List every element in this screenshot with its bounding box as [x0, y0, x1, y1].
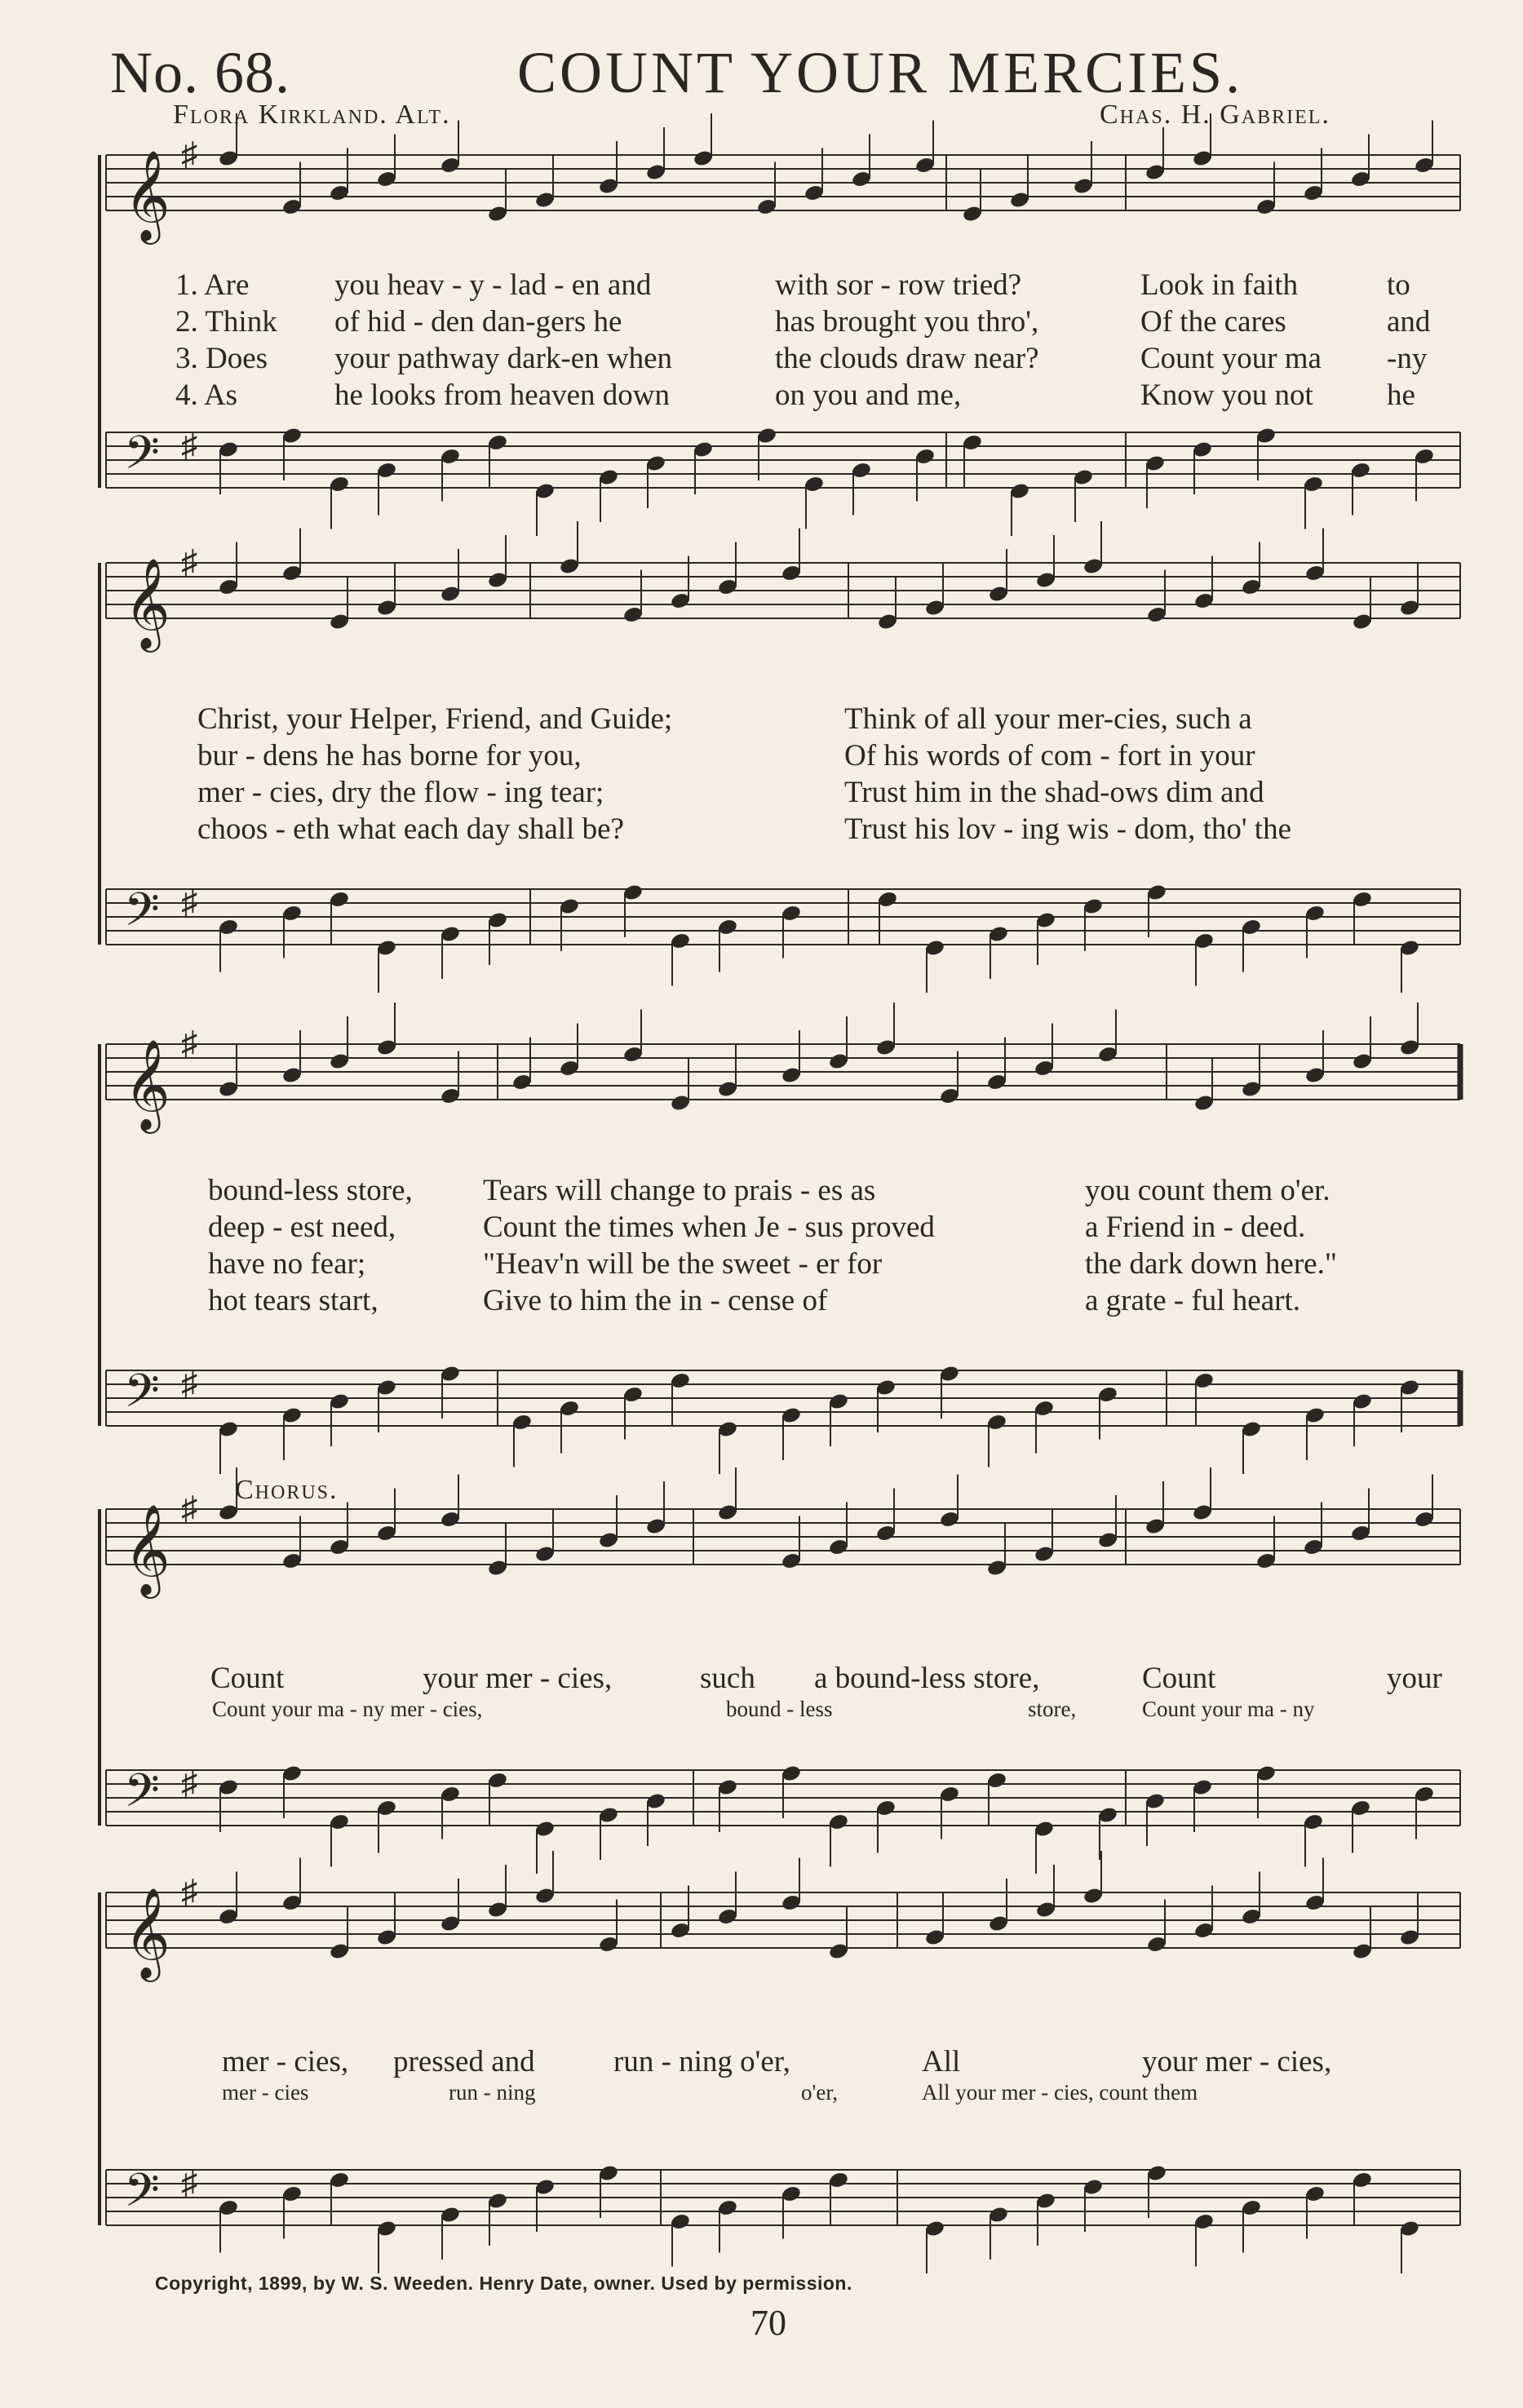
lyric-segment: your [1387, 1662, 1442, 1695]
svg-text:𝄞: 𝄞 [124, 1038, 170, 1130]
svg-text:♯: ♯ [181, 1024, 197, 1061]
svg-text:𝄢: 𝄢 [124, 2164, 160, 2229]
lyric-segment: has brought you thro', [775, 305, 1039, 339]
page-number: 70 [750, 2303, 786, 2343]
lyric-segment: your mer - cies, [1142, 2045, 1332, 2078]
copyright-notice: Copyright, 1899, by W. S. Weeden. Henry Date, owner. Used by permission. [155, 2273, 852, 2294]
svg-text:♯: ♯ [181, 135, 197, 172]
lyric-segment: Look in faith [1140, 268, 1299, 302]
music-system-5 [106, 1872, 1460, 2268]
lyric-segment: "Heav'n will be the sweet - er for [483, 1247, 883, 1281]
lyric-segment: -ny [1387, 342, 1428, 375]
svg-text:𝄢: 𝄢 [124, 427, 160, 491]
lyric-segment: Give to him the in - cense of [483, 1284, 828, 1317]
lyric-segment: your pathway dark-en when [334, 342, 673, 375]
staff-notation [106, 1872, 1460, 2268]
svg-text:𝄢: 𝄢 [124, 1764, 160, 1829]
svg-text:♯: ♯ [181, 426, 197, 463]
music-system-1 [106, 135, 1460, 538]
svg-text:♯: ♯ [181, 1872, 197, 1910]
lyric-segment: choos - eth what each day shall be? [197, 812, 624, 846]
lyric-segment: Christ, your Helper, Friend, and Guide; [197, 702, 673, 736]
svg-text:♯: ♯ [181, 883, 197, 920]
svg-text:𝄞: 𝄞 [124, 149, 170, 241]
lyric-segment: 3. Does [175, 342, 268, 375]
svg-text:𝄢: 𝄢 [124, 883, 160, 948]
hymn-number: No. 68. [110, 40, 290, 105]
lyric-segment: Count your ma [1140, 342, 1322, 375]
lyric-segment: All [922, 2045, 961, 2078]
lyric-segment: mer - cies [222, 2080, 309, 2105]
lyric-segment: 2. Think [175, 305, 277, 339]
hymn-title: COUNT YOUR MERCIES. [517, 40, 1244, 105]
lyric-segment: run - ning [449, 2080, 536, 2105]
lyric-segment: deep - est need, [208, 1211, 396, 1244]
lyric-segment: with sor - row tried? [775, 268, 1022, 302]
lyric-segment: such [700, 1662, 755, 1695]
lyric-segment: mer - cies, dry the flow - ing tear; [197, 776, 604, 809]
lyric-segment: to [1387, 268, 1410, 302]
lyric-segment: mer - cies, [222, 2045, 349, 2078]
lyric-segment: Count your ma - ny [1142, 1697, 1315, 1721]
svg-text:♯: ♯ [181, 2163, 197, 2201]
lyric-segment: hot tears start, [208, 1284, 379, 1317]
lyricist-credit: Flora Kirkland. Alt. [173, 100, 451, 130]
lyric-segment: Tears will change to prais - es as [483, 1174, 876, 1207]
lyric-segment: 1. Are [175, 268, 250, 302]
lyric-segment: o'er, [801, 2080, 839, 2105]
lyric-segment: Count your ma - ny mer - cies, [212, 1697, 483, 1721]
lyric-segment: and [1387, 305, 1431, 339]
lyric-segment: Count [1142, 1662, 1216, 1695]
lyric-segment: All your mer - cies, count them [922, 2080, 1198, 2105]
chorus-label: Chorus. [235, 1475, 339, 1505]
lyric-segment: on you and me, [775, 378, 962, 412]
lyric-segment: the clouds draw near? [775, 342, 1039, 375]
lyric-segment: have no fear; [208, 1247, 366, 1281]
lyric-segment: the dark down here." [1085, 1247, 1337, 1281]
lyric-segment: he looks from heaven down [334, 378, 671, 412]
music-system-3 [106, 1024, 1460, 1468]
lyric-segment: bound-less store, [208, 1174, 413, 1207]
lyric-segment: pressed and [393, 2045, 535, 2078]
svg-text:♯: ♯ [181, 542, 197, 580]
lyric-segment: a grate - ful heart. [1085, 1284, 1300, 1317]
lyric-segment: you count them o'er. [1085, 1174, 1330, 1207]
svg-text:♯: ♯ [181, 1764, 197, 1801]
lyric-segment: a bound-less store, [814, 1662, 1040, 1695]
lyric-segment: your mer - cies, [423, 1662, 613, 1695]
lyric-segment: he [1387, 378, 1415, 412]
lyric-segment: Count the times when Je - sus proved [483, 1211, 935, 1244]
lyric-segment: Trust his lov - ing wis - dom, tho' the [844, 812, 1292, 846]
svg-text:𝄞: 𝄞 [124, 1503, 170, 1595]
lyric-segment: run - ning o'er, [613, 2045, 790, 2078]
lyric-segment: bur - dens he has borne for you, [197, 739, 582, 772]
svg-text:𝄞: 𝄞 [124, 557, 170, 648]
lyric-segment: Of the cares [1140, 305, 1286, 339]
lyric-segment: Know you not [1140, 378, 1313, 412]
lyric-segment: of hid - den dan-gers he [334, 305, 622, 339]
svg-text:♯: ♯ [181, 1489, 197, 1526]
lyric-segment: you heav - y - lad - en and [334, 268, 652, 302]
lyric-segment: Think of all your mer-cies, such a [844, 702, 1252, 736]
composer-credit: Chas. H. Gabriel. [1100, 100, 1330, 130]
music-system-2 [106, 542, 1460, 1020]
lyric-segment: 4. As [175, 378, 238, 412]
lyric-segment: bound - less [726, 1697, 833, 1721]
lyric-segment: Trust him in the shad-ows dim and [844, 776, 1264, 809]
svg-text:♯: ♯ [181, 1364, 197, 1401]
svg-text:𝄞: 𝄞 [124, 1887, 170, 1978]
svg-text:𝄢: 𝄢 [124, 1365, 160, 1429]
lyric-segment: Count [210, 1662, 285, 1695]
lyric-segment: a Friend in - deed. [1085, 1211, 1306, 1244]
lyric-segment: Of his words of com - fort in your [844, 739, 1255, 772]
lyric-segment: store, [1028, 1697, 1077, 1721]
